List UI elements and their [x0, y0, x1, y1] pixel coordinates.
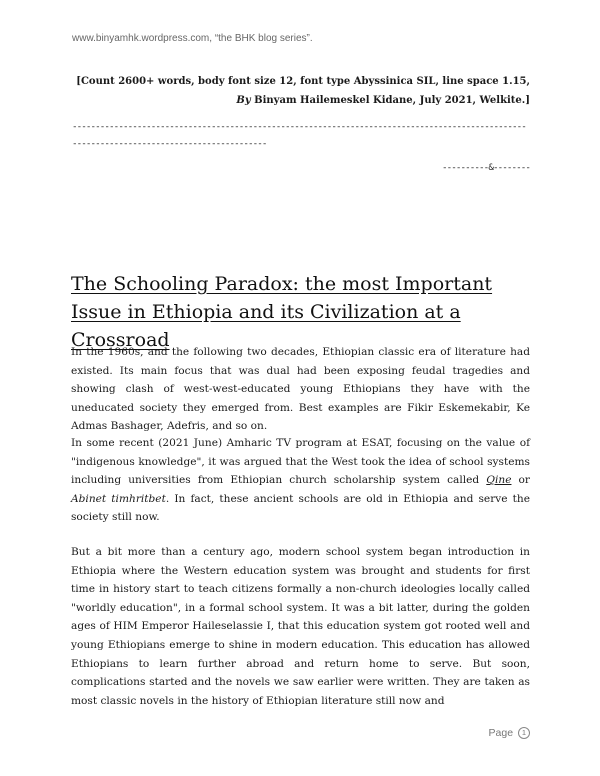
meta-author: Binyam Hailemeskel Kidane, July 2021, Welkite.] — [250, 95, 530, 106]
meta-line-2 — [60, 91, 530, 110]
paragraph-3: But a bit more than a century ago, modern school system began introduction in Ethiopia where the Western education system was brought and students for first time in history start to teach citizens formally a non-church ideologies locally called "worldly education", in a formal school system. It was a bit latter, during the golden ages of HIM Emperor Haileselassie I, that this education system got rooted well and young Ethiopians emerge to shine in modern education. This education has allowed Ethiopians to learn further abroad and return home to serve. But soon, complications started and the novels we saw earlier were written. They are taken as most classic novels in the history of Ethiopian literature still now and — [71, 546, 530, 707]
page-footer — [489, 727, 530, 739]
term-abinet-timhritbet: Abinet timhritbet — [71, 492, 166, 505]
meta-by: By — [236, 95, 251, 106]
paragraph-2-text-c: . In fact, these ancient schools are old in Ethiopia and serve the society still now. — [71, 492, 530, 524]
term-qine: Qine — [486, 474, 512, 487]
meta-line-1: [Count 2600+ words, body font size 12, font type Abyssinica SIL, line space 1.15, — [76, 76, 530, 87]
dash-divider: -------------------------------------------------------------------------------------------------------------------------------------------- — [72, 121, 526, 149]
section-separator: ----------&-------- — [442, 162, 530, 173]
page-number: 1 — [518, 727, 530, 739]
header-url: www.binyamhk.wordpress.com, “the BHK blog series”. — [72, 33, 313, 44]
paragraph-1: In the 1960s, and the following two decades, Ethiopian classic era of literature had existed. Its main focus that was dual had been exposing feudal tragedies and showing clash of west-west-educated young Ethiopians they have with the uneducated society they emerged from. Best examples are Fikir Eskemekabir, Ke Admas Bashager, Adefris, and so on. — [71, 346, 530, 433]
paragraph-2 — [71, 434, 530, 527]
document-meta — [60, 72, 530, 110]
page-label: Page — [488, 727, 514, 739]
article-title: The Schooling Paradox: the most Important Issue in Ethiopia and its Civilization at a Crossroad — [71, 273, 493, 351]
paragraph-2-text-a: In some recent (2021 June) Amharic TV program at ESAT, focusing on the value of "indigenous knowledge", it was argued that the West took the idea of school systems including universities from Ethiopian church scholarship system called — [71, 437, 530, 487]
paragraph-2-text-b: or — [511, 474, 530, 487]
